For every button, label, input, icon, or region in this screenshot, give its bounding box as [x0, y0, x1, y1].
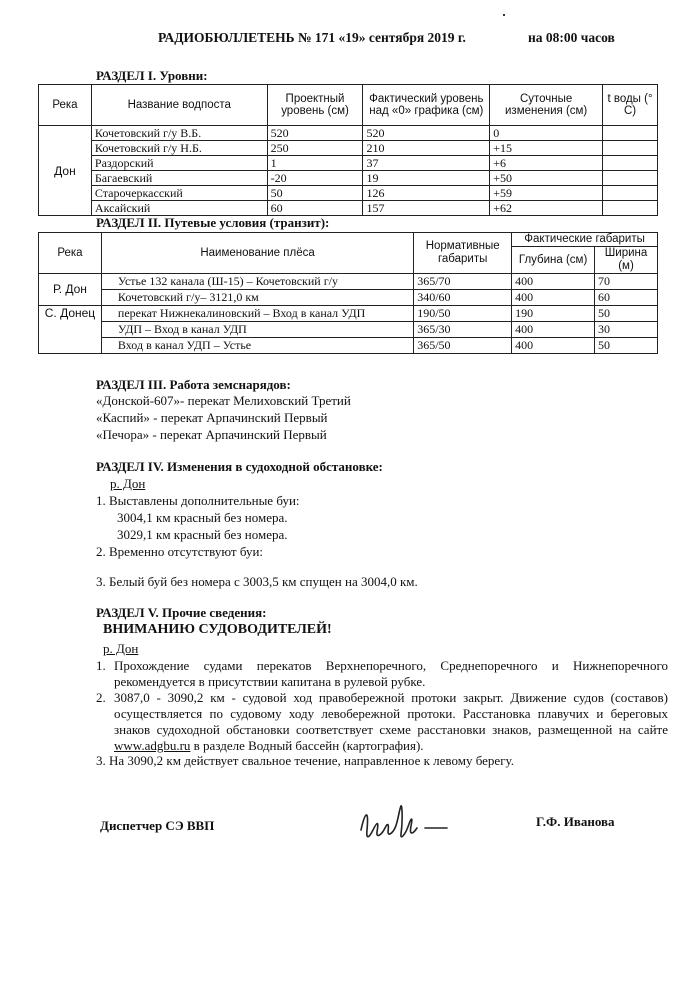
table-cell: Багаевский — [91, 171, 267, 186]
table-cell: 340/60 — [414, 290, 512, 306]
table-cell: Старочеркасский — [91, 186, 267, 201]
table-row — [39, 126, 658, 141]
dispatcher-name: Г.Ф. Иванова — [536, 814, 615, 829]
list-subitem: 3029,1 км красный без номера. — [117, 527, 288, 542]
table-cell: 365/70 — [414, 274, 512, 290]
table-cell — [603, 126, 658, 141]
section4-title: РАЗДЕЛ IV. Изменения в судоходной обстановке: — [96, 459, 383, 474]
table-cell: перекат Нижнекалиновский – Вход в канал УДП — [101, 306, 413, 322]
dredger-line: «Печора» - перекат Арпачинский Первый — [96, 427, 327, 442]
table-cell: 50 — [267, 186, 363, 201]
website-link[interactable]: www.adgbu.ru — [114, 738, 191, 753]
table-cell: 157 — [363, 201, 490, 216]
bulletin-title: РАДИОБЮЛЛЕТЕНЬ № 171 «19» сентября 2019 г. — [158, 30, 466, 45]
table-row — [39, 274, 658, 290]
table-cell: УДП – Вход в канал УДП — [101, 322, 413, 338]
col-station: Название водпоста — [91, 85, 267, 126]
table-cell: Раздорский — [91, 156, 267, 171]
col-daily-change: Суточные изменения (см) — [490, 85, 603, 126]
col-water-temp: t воды (° С) — [603, 85, 658, 126]
table-row — [39, 322, 658, 338]
table-cell: Кочетовский г/у Н.Б. — [91, 141, 267, 156]
table-cell: 250 — [267, 141, 363, 156]
river-label: р. Дон — [110, 476, 146, 491]
table-cell: 210 — [363, 141, 490, 156]
table-cell: Кочетовский г/у В.Б. — [91, 126, 267, 141]
river-cell: С. Донец — [39, 306, 102, 354]
table-cell: 50 — [595, 306, 658, 322]
list-item-number: 1. — [96, 658, 106, 673]
list-item: 2. Временно отсутствуют буи: — [96, 544, 264, 559]
table-cell: 190 — [512, 306, 595, 322]
table-cell: 37 — [363, 156, 490, 171]
col-actual: Фактические габариты — [512, 233, 658, 247]
col-reach: Наименование плёса — [101, 233, 413, 274]
table-cell: Вход в канал УДП – Устье — [101, 338, 413, 354]
dredger-line: «Донской-607»- перекат Мелиховский Третий — [96, 393, 351, 408]
col-width: Ширина (м) — [595, 247, 658, 274]
speck-mark — [503, 14, 505, 16]
river-cell: Дон — [39, 126, 92, 216]
list-item-text: 3087,0 - 3090,2 км - судовой ход правобережной протоки закрыт. Движение судов (составов) осуществляется по судовому ходу левобережной протоки. Расстановка плавучих и береговых знаков судоходной обстановки соответствует схеме расстановки знаков, размещенной на сайте — [114, 690, 668, 737]
table-cell: Кочетовский г/у– 3121,0 км — [101, 290, 413, 306]
table-cell: 30 — [595, 322, 658, 338]
table-row — [39, 306, 658, 322]
list-item-text: в разделе Водный бассейн (картография). — [190, 738, 424, 753]
table-cell — [603, 156, 658, 171]
levels-table — [38, 84, 658, 216]
table-cell: 190/50 — [414, 306, 512, 322]
table-cell: 60 — [595, 290, 658, 306]
table-cell — [603, 201, 658, 216]
table-header-row — [39, 85, 658, 126]
bulletin-time: на 08:00 часов — [528, 30, 615, 45]
list-item: Прохождение судами перекатов Верхнепоречного, Среднепоречного и Нижнепоречного рекомендуется в присутствии капитана в рулевой рубке. — [114, 658, 668, 689]
section3-title: РАЗДЕЛ III. Работа земснарядов: — [96, 377, 291, 392]
table-cell: 400 — [512, 338, 595, 354]
table-cell — [603, 186, 658, 201]
list-item: 3. На 3090,2 км действует свальное течение, направленное к левому берегу. — [96, 753, 514, 768]
attention-heading: ВНИМАНИЮ СУДОВОДИТЕЛЕЙ! — [103, 622, 332, 637]
table-header-row — [39, 233, 658, 247]
table-cell: 520 — [267, 126, 363, 141]
section5-title: РАЗДЕЛ V. Прочие сведения: — [96, 605, 267, 620]
table-cell: 60 — [267, 201, 363, 216]
section2-title: РАЗДЕЛ II. Путевые условия (транзит): — [96, 215, 330, 230]
col-actual-level: Фактический уровень над «0» графика (см) — [363, 85, 490, 126]
table-cell: +6 — [490, 156, 603, 171]
list-item-number: 2. — [96, 690, 106, 705]
table-cell: 1 — [267, 156, 363, 171]
dispatcher-role: Диспетчер СЭ ВВП — [100, 818, 215, 833]
col-normative: Нормативные габариты — [414, 233, 512, 274]
col-river: Река — [39, 233, 102, 274]
list-subitem: 3004,1 км красный без номера. — [117, 510, 288, 525]
col-river: Река — [39, 85, 92, 126]
table-cell: 400 — [512, 290, 595, 306]
transit-table — [38, 232, 658, 354]
table-cell — [603, 171, 658, 186]
table-cell: -20 — [267, 171, 363, 186]
table-cell: 126 — [363, 186, 490, 201]
table-row — [39, 201, 658, 216]
table-cell: Аксайский — [91, 201, 267, 216]
table-cell: 365/30 — [414, 322, 512, 338]
table-cell: +59 — [490, 186, 603, 201]
table-cell: 400 — [512, 274, 595, 290]
list-item — [114, 690, 668, 754]
table-cell: +50 — [490, 171, 603, 186]
section1-title: РАЗДЕЛ I. Уровни: — [96, 68, 208, 83]
table-row — [39, 141, 658, 156]
table-cell: 520 — [363, 126, 490, 141]
table-row — [39, 171, 658, 186]
table-cell: 400 — [512, 322, 595, 338]
river-cell: Р. Дон — [39, 274, 102, 306]
river-label: р. Дон — [103, 641, 139, 656]
table-cell: +15 — [490, 141, 603, 156]
table-cell: 70 — [595, 274, 658, 290]
table-row — [39, 290, 658, 306]
table-row — [39, 186, 658, 201]
table-cell: 19 — [363, 171, 490, 186]
col-project-level: Проектный уровень (см) — [267, 85, 363, 126]
col-depth: Глубина (см) — [512, 247, 595, 274]
table-cell: Устье 132 канала (Ш-15) – Кочетовский г/у — [101, 274, 413, 290]
table-row — [39, 338, 658, 354]
dredger-line: «Каспий» - перекат Арпачинский Первый — [96, 410, 328, 425]
table-cell: 0 — [490, 126, 603, 141]
table-row — [39, 156, 658, 171]
list-item: 1. Выставлены дополнительные буи: — [96, 493, 300, 508]
list-item: 3. Белый буй без номера с 3003,5 км спущен на 3004,0 км. — [96, 574, 418, 589]
table-cell: 365/50 — [414, 338, 512, 354]
table-cell: +62 — [490, 201, 603, 216]
signature — [355, 800, 455, 848]
table-cell — [603, 141, 658, 156]
table-cell: 50 — [595, 338, 658, 354]
